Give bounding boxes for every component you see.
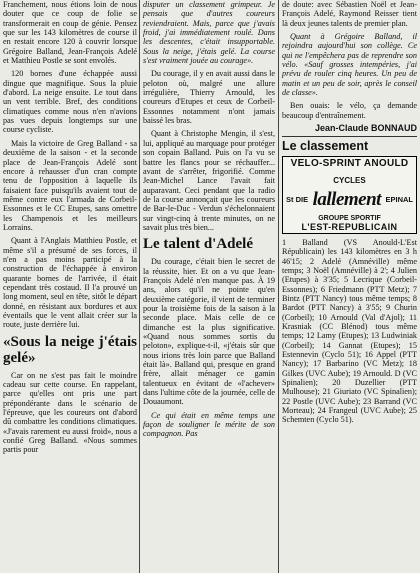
column-divider xyxy=(278,0,279,573)
paragraph: Franchement, nous étions loin de nous douter que ce coup de folie se transformerait en coup de génie. Pensez que sur les 143 kilomètres de course il en restait encore 120 à couvrir lorsque Grégoire Balland, Jean-François Adelé et Matthieu Postle se sont envolés. xyxy=(3,0,137,66)
logo-brand-row xyxy=(286,189,413,211)
logo-bottom xyxy=(286,215,413,231)
paragraph: disputer un classement grimpeur. Je pensais que d'autres coureurs reviendraient. Mais, parce que j'avais froid, j'ai immédiatement roulé. Dans les descentes, c'était insupportable. Sous la neige, j'étais gelé. La course s'est vraiment jouée au courage». xyxy=(143,0,275,66)
paragraph: Du courage, c'était bien le secret de la réussite, hier. Et on a vu que Jean-François Adelé n'en manque pas. À 19 ans, alors qu'il ne pointe qu'en deuxième catégorie, il vient de terminer pour la troisième fois de la saison à la seconde place. Mais celle de ce dimanche est la plus significative. «Quand nous sommes sortis du peloton», explique-t-il, «j'étais sûr que nous irions très loin parce que Balland était là». Balland qui, presque en grand frère, allait ménager ce gamin talentueux en évitant de «l'achever» dans l'ultime côte de la journée, celle de Douaumont. xyxy=(143,257,275,407)
paragraph: 120 bornes d'une échappée aussi dingue que magnifique. Sous la pluie d'abord. La neige ensuite. Le tout dans un vent terrible. Bref, des conditions climatiques comme nous n'en n'avions pas vues depuis longtemps sur une course cycliste. xyxy=(3,69,137,135)
sponsor-logo-box xyxy=(282,156,417,234)
paragraph: Mais la victoire de Greg Balland - sa deuxième de la saison - et la seconde place de Jean-François Adelé sont encore à rehausser d'un cran compte tenu de l'opposition à laquelle ils faisaient face puisqu'ils avaient tout de même contre eux l'armada de Corbeil-Essonnes et le CC Etupes, sans omettre les Champenois et les meilleurs Lorrains. xyxy=(3,138,137,232)
paragraph: Ben ouais: le vélo, ça demande beaucoup d'entraînement. xyxy=(282,101,417,120)
paragraph: Ce qui était en même temps une façon de souligner le mérite de son compagnon. Pas xyxy=(143,410,275,439)
subheading-adele-talent: Le talent d'Adelé xyxy=(143,236,253,253)
logo-team-name: VELO-SPRINT ANOULD xyxy=(290,157,409,169)
logo-newspaper: L'EST-REPUBLICAIN xyxy=(301,221,398,232)
paragraph: Car on ne s'est pas fait le moindre cadeau sur cette course. En rappelant, parce qu'elles ont pris une part prépondérante dans le scénario de l'épreuve, que les coureurs ont d'abord dû combattre les conditions climatiques. «J'avais rarement eu aussi froid», nous a confié Greg Balland. «Nous sommes partis pour xyxy=(3,370,137,455)
subheading-snow: «Sous la neige j'étais gelé» xyxy=(3,333,137,366)
logo-group: GROUPE SPORTIF xyxy=(318,214,381,222)
section-divider xyxy=(282,136,417,137)
article-column-2 xyxy=(143,0,275,443)
logo-brand: lallement xyxy=(312,189,381,211)
paragraph: Quant à Grégoire Balland, il rejoindra aujourd'hui son collège. Ce qui ne l'empêchera pas de reprendre son vélo. «Sauf grosses intempéries, j'ai prévu de rouler cinq heures. Un peu de matin et un peu de soir, après le conseil de classe». xyxy=(282,32,417,98)
column-divider xyxy=(139,0,140,573)
article-column-3 xyxy=(282,0,417,429)
section-title-ranking: Le classement xyxy=(282,139,369,154)
author-signature: Jean-Claude BONNAUD xyxy=(314,123,417,134)
paragraph: de doute: avec Sébastien Noël et Jean-François Adelé, Raymond Reisser tient là deux jeunes talents de premier plan. xyxy=(282,0,417,28)
race-results xyxy=(282,238,417,425)
results-text: 1 Balland (VS Anould-L'Est Républicain) les 143 kilomètres en 3 h 46'15; 2 Adelé (Amnéville) même temps; 3 Noël (Amnéville) à 2'; 4 Julien (Etupes) à 3'35; 5 Lecrique (Corbeil-Essonnes); 6 Friedmann (PTT Metz); 7 Bintz (PTT Nancy) tous même temps; 8 Bardot (PTT Nancy) à 3'55; 9 Churin (Corbeil); 10 Arnould (Val d'Ajol); 11 Krasniak (CC Blénod) tous même temps; 12 Lamy (Etupes); 13 Ludwiniak (Corbeil); 14 Gannat (Etupes); 15 Estennevin (Cyclo 51); 16 Appel (PTT Nancy); 17 Barbarino (VC Metz); 18 Gilkes (UVC Aube); 19 Arnould. D (VC Spinalien); 20 Duzellier (PTT Mulhouse); 21 Giuriato (VC Spinalien); 22 Postle (UVC Aube); 23 Barrand (VC Morteau); 24 Frangeul (UVC Aube); 25 Schemten (Cyclo 51). xyxy=(282,237,417,425)
paragraph: Quant à Christophe Mengin, il s'est, lui, appliqué au marquage pour protéger son copain Balland. Puis on l'a vu se battre les flancs pour se réchauffer... avant de s'arrêter, frigorifié. Comme Jean-Michel Lance l'avait fait auparavant. Ceci pendant que la radio de la course annonçait que les coureurs de Bar-le-Duc - Verdun s'échelonnaient sur vingt-cinq à trente minutes, on ne savait plus très bien... xyxy=(143,129,275,232)
article-column-1 xyxy=(3,0,137,459)
paragraph: Quant à l'Anglais Matthieu Postle, et même s'il a présumé de ses forces, il n'en a pas moins participé à la construction de l'échappée à environ quarante bornes de l'arrivée, il était cependant très costaud. Il l'a prouvé un long moment, seul en tête, sitôt le départ donné, en résistant aux bordures et aux éventails que le vent allait créer sur la route, juste derrière lui. xyxy=(3,236,137,330)
logo-cycles: CYCLES xyxy=(333,176,366,186)
logo-town-left: St DIE xyxy=(286,195,309,205)
logo-town-right: EPINAL xyxy=(385,195,413,205)
paragraph: Du courage, il y en avait aussi dans le peloton où, malgré une allure irrégulière, Thierry Arnould, les coureurs d'Etupes et ceux de Corbeil-Essonnes notamment n'ont jamais baissé les bras. xyxy=(143,69,275,126)
